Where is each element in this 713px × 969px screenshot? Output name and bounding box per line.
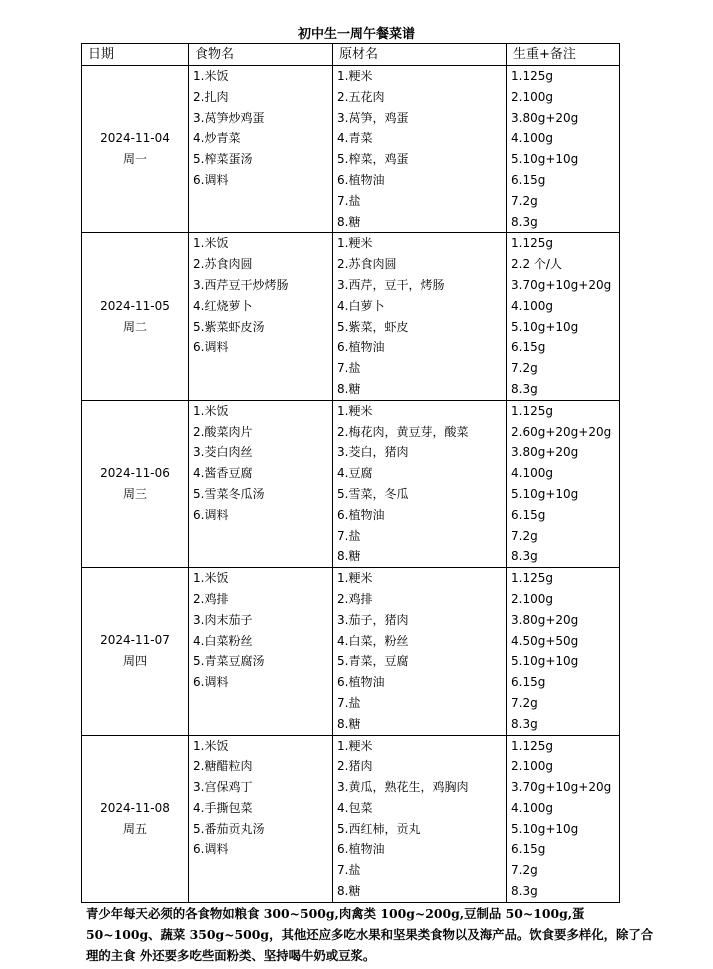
weight-item: 2.100g: [511, 89, 553, 104]
weight-item: 4.100g: [511, 131, 553, 146]
food-item: 6.调料: [193, 340, 229, 355]
header-material: 原材名: [333, 44, 507, 66]
material-item: 4.白萝卜: [337, 298, 385, 313]
weight-item: 5.10g+10g: [511, 486, 579, 501]
material-item: 5.雪菜，冬瓜: [337, 486, 409, 501]
food-item: 3.肉末茄子: [193, 612, 253, 627]
date-text: 2024-11-07: [100, 633, 170, 648]
food-item: 1.米饭: [193, 571, 229, 586]
food-item: 1.米饭: [193, 69, 229, 83]
weight-item: 4.100g: [511, 298, 553, 313]
material-item: 6.植物油: [337, 675, 385, 690]
material-item: 7.盐: [337, 193, 361, 208]
material-item: 4.青菜: [337, 131, 373, 146]
material-item: 7.盐: [337, 361, 361, 376]
food-item: 5.雪菜冬瓜汤: [193, 486, 265, 501]
weight-item: 6.15g: [511, 675, 546, 690]
food-item: 5.番茄贡丸汤: [193, 821, 265, 836]
material-item: 2.猪肉: [337, 759, 373, 774]
menu-table: [81, 43, 620, 903]
material-item: 2.梅花肉，黄豆芽，酸菜: [337, 424, 469, 439]
food-item: 5.青菜豆腐汤: [193, 654, 265, 669]
food-item: 6.调料: [193, 842, 229, 857]
date-cell: [82, 400, 189, 567]
weight-item: 3.80g+20g: [511, 445, 579, 460]
weight-item: 2.100g: [511, 759, 553, 774]
food-item: 3.宫保鸡丁: [193, 780, 253, 795]
weekday-text: 周五: [122, 821, 147, 836]
material-item: 5.榨菜，鸡蛋: [337, 152, 409, 167]
weight-item: 6.15g: [511, 340, 546, 355]
food-item: 3.西芹豆干炒烤肠: [193, 277, 289, 292]
food-item: 4.白菜粉丝: [193, 633, 253, 648]
material-item: 8.糖: [337, 214, 361, 229]
material-item: 6.植物油: [337, 507, 385, 522]
table-row: [82, 568, 620, 735]
table-row: [82, 66, 620, 233]
food-item: 6.调料: [193, 507, 229, 522]
material-item: 2.鸡排: [337, 591, 373, 606]
date-cell: [82, 568, 189, 735]
date-text: 2024-11-04: [100, 131, 170, 146]
weight-item: 5.10g+10g: [511, 152, 579, 167]
weight-item: 3.70g+10g+20g: [511, 780, 612, 795]
material-item: 8.糖: [337, 716, 361, 731]
food-item: 1.米饭: [193, 738, 229, 753]
weight-item: 3.80g+20g: [511, 612, 579, 627]
material-cell: [333, 66, 507, 233]
weight-item: 1.125g: [511, 738, 553, 753]
material-item: 4.包菜: [337, 800, 373, 815]
food-cell: [189, 233, 333, 400]
table-row: [82, 400, 620, 567]
food-cell: [189, 568, 333, 735]
weight-item: 5.10g+10g: [511, 821, 579, 836]
weight-item: 7.2g: [511, 361, 538, 376]
material-item: 5.紫菜，虾皮: [337, 319, 409, 334]
material-item: 1.粳米: [337, 571, 373, 586]
material-item: 6.植物油: [337, 172, 385, 187]
material-item: 6.植物油: [337, 842, 385, 857]
weight-item: 5.10g+10g: [511, 654, 579, 669]
weekday-text: 周三: [122, 486, 147, 501]
weight-item: 6.15g: [511, 172, 546, 187]
weight-cell: [507, 66, 620, 233]
material-item: 5.西红柿，贡丸: [337, 821, 421, 836]
food-item: 5.榨菜蛋汤: [193, 152, 253, 167]
material-item: 3.莴笋，鸡蛋: [337, 110, 409, 125]
nutrition-note: 青少年每天必须的各食物如粮食 300~500g,肉禽类 100g~200g,豆制品 50~100g,蛋 50~100g、蔬菜 350g~500g，其他还应多吃水果和坚果类食物以及海产品。饮食要多样化，除了合理的主食 外还要多吃些面粉类、坚持喝牛奶或豆浆。: [86, 906, 654, 963]
material-item: 3.西芹，豆干，烤肠: [337, 277, 445, 292]
material-cell: [333, 233, 507, 400]
material-item: 8.糖: [337, 549, 361, 564]
food-cell: [189, 735, 333, 902]
weight-item: 4.50g+50g: [511, 633, 579, 648]
weight-item: 6.15g: [511, 842, 546, 857]
weekday-text: 周一: [122, 152, 147, 167]
weight-cell: [507, 400, 620, 567]
material-item: 2.五花肉: [337, 89, 385, 104]
food-item: 4.酱香豆腐: [193, 466, 253, 481]
weight-item: 7.2g: [511, 695, 538, 710]
weight-item: 7.2g: [511, 193, 538, 208]
weight-item: 7.2g: [511, 863, 538, 878]
material-item: 4.白菜，粉丝: [337, 633, 409, 648]
weight-item: 1.125g: [511, 571, 553, 586]
material-item: 6.植物油: [337, 340, 385, 355]
weight-cell: [507, 233, 620, 400]
page-title: 初中生一周午餐菜谱: [297, 27, 415, 42]
weight-item: 8.3g: [511, 381, 538, 396]
date-text: 2024-11-06: [100, 465, 170, 480]
date-text: 2024-11-08: [100, 800, 170, 815]
weight-item: 1.125g: [511, 69, 553, 83]
menu-body: [82, 66, 620, 903]
weight-item: 2.60g+20g+20g: [511, 424, 612, 439]
material-item: 5.青菜，豆腐: [337, 654, 409, 669]
weight-item: 3.80g+20g: [511, 110, 579, 125]
weight-item: 2.2 个/人: [511, 257, 562, 272]
date-text: 2024-11-05: [100, 298, 170, 313]
food-item: 4.红烧萝卜: [193, 298, 253, 313]
food-item: 1.米饭: [193, 403, 229, 418]
weight-item: 8.3g: [511, 716, 538, 731]
material-item: 3.黄瓜，熟花生，鸡胸肉: [337, 780, 469, 795]
weight-item: 3.70g+10g+20g: [511, 277, 612, 292]
material-item: 7.盐: [337, 863, 361, 878]
table-header-row: [82, 44, 620, 66]
food-item: 4.手撕包菜: [193, 800, 253, 815]
weight-item: 8.3g: [511, 214, 538, 229]
food-item: 1.米饭: [193, 236, 229, 251]
food-item: 6.调料: [193, 172, 229, 187]
material-item: 2.苏食肉圆: [337, 257, 397, 272]
date-cell: [82, 735, 189, 902]
material-cell: [333, 735, 507, 902]
material-item: 3.茄子，猪肉: [337, 612, 409, 627]
weekday-text: 周二: [122, 319, 147, 334]
food-item: 2.扎肉: [193, 89, 229, 104]
material-item: 1.粳米: [337, 236, 373, 251]
weight-item: 4.100g: [511, 466, 553, 481]
food-item: 2.糖醋粒肉: [193, 759, 253, 774]
material-item: 1.粳米: [337, 738, 373, 753]
food-item: 6.调料: [193, 675, 229, 690]
food-item: 3.莴笋炒鸡蛋: [193, 110, 265, 125]
weight-item: 7.2g: [511, 528, 538, 543]
material-cell: [333, 568, 507, 735]
material-item: 8.糖: [337, 884, 361, 899]
weight-item: 1.125g: [511, 236, 553, 251]
food-cell: [189, 66, 333, 233]
weekday-text: 周四: [122, 654, 147, 669]
table-row: [82, 233, 620, 400]
weight-cell: [507, 735, 620, 902]
date-cell: [82, 233, 189, 400]
food-item: 3.茭白肉丝: [193, 445, 253, 460]
material-cell: [333, 400, 507, 567]
food-cell: [189, 400, 333, 567]
weight-item: 1.125g: [511, 403, 553, 418]
header-date: 日期: [82, 44, 189, 66]
material-item: 7.盐: [337, 528, 361, 543]
date-cell: [82, 66, 189, 233]
weight-item: 4.100g: [511, 800, 553, 815]
food-item: 2.苏食肉圆: [193, 257, 253, 272]
weight-item: 8.3g: [511, 549, 538, 564]
weight-item: 5.10g+10g: [511, 319, 579, 334]
material-item: 8.糖: [337, 381, 361, 396]
material-item: 1.粳米: [337, 69, 373, 83]
material-item: 7.盐: [337, 695, 361, 710]
material-item: 4.豆腐: [337, 466, 373, 481]
food-item: 5.紫菜虾皮汤: [193, 319, 265, 334]
food-item: 4.炒青菜: [193, 131, 241, 146]
weight-item: 6.15g: [511, 507, 546, 522]
material-item: 1.粳米: [337, 403, 373, 418]
weight-cell: [507, 568, 620, 735]
material-item: 3.茭白，猪肉: [337, 445, 409, 460]
header-weight: 生重+备注: [507, 44, 620, 66]
table-row: [82, 735, 620, 902]
food-item: 2.酸菜肉片: [193, 424, 253, 439]
weight-item: 8.3g: [511, 884, 538, 899]
food-item: 2.鸡排: [193, 591, 229, 606]
header-food: 食物名: [189, 44, 333, 66]
weight-item: 2.100g: [511, 591, 553, 606]
